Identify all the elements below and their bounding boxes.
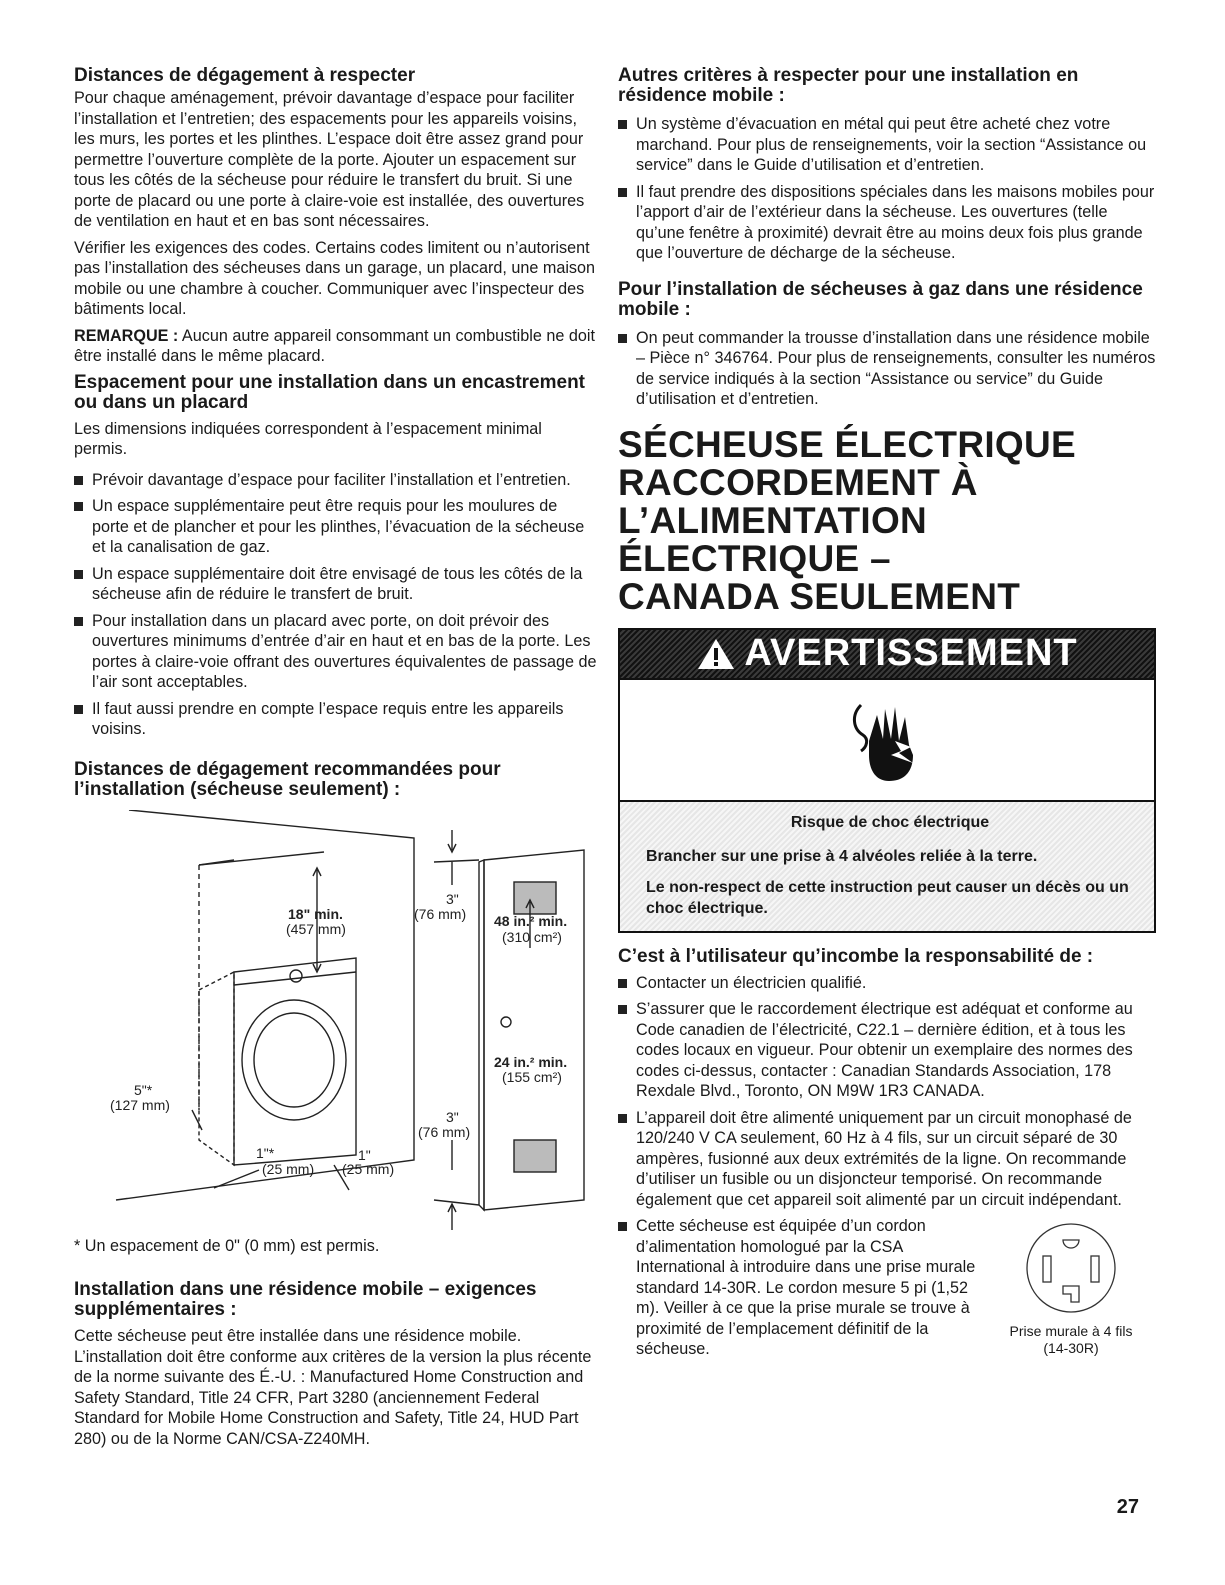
warning-hazard-title: Risque de choc électrique <box>790 813 990 831</box>
heading-recommended: Distances de dégagement recommandées pour l’installation (sécheuse seulement) : <box>74 758 501 800</box>
paragraph-codes: Vérifier les exigences des codes. Certains codes limitent ou n’autorisent pas l’installation des sécheuses dans un garage, un placard, une maison mobile ou une chambre à coucher. Communiquer avec l’inspecteur des bâtiments local. <box>74 238 596 318</box>
label-48in2: 48 in.² min. <box>494 912 568 929</box>
dryer-clearance-illustration <box>74 810 597 1230</box>
label-24in2: 24 in.² min. <box>494 1053 568 1070</box>
label-155cm2: (155 cm²) <box>502 1068 562 1085</box>
list-item: Il faut aussi prendre en compte l’espace requis entre les appareils voisins. <box>74 699 597 740</box>
square-bullet-icon <box>618 1222 627 1231</box>
square-bullet-icon <box>618 1114 627 1123</box>
warning-instruction: Brancher sur une prise à 4 alvéoles reliée à la terre. <box>646 847 1038 865</box>
mobile-bullet-list <box>618 114 1156 264</box>
shock-hazard-icon <box>620 678 1154 800</box>
list-item: Prévoir davantage d’espace pour faciliter l’installation et l’entretien. <box>74 470 597 491</box>
warning-header: AVERTISSEMENT <box>620 630 1154 678</box>
list-item: Il faut prendre des dispositions spéciales dans les maisons mobiles pour l’apport d’air de l’extérieur dans la sécheuse. Les ouvertures (telle qu’une fenêtre à proximité) devrait être au moins deux fois plus grande que l’ouverture de décharge de la sécheuse. <box>618 182 1156 264</box>
note-label: REMARQUE : <box>74 326 179 345</box>
label-310cm2: (310 cm²) <box>502 928 562 945</box>
list-item: S’assurer que le raccordement électrique est adéquat et conforme au Code canadien de l’électricité, C22.1 – dernière édition, et à tous les codes locaux en vigueur. Pour obtenir un exemplaire des normes des codes ci-dessus, contacter : Canadian Standards Association, 178 Rexdale Blvd., Toronto, ON M9W 1R3 CANADA. <box>618 999 1156 1102</box>
heading-other-criteria: Autres critères à respecter pour une installation en résidence mobile : <box>618 65 1079 106</box>
outlet-14-30r-icon <box>1021 1218 1121 1318</box>
heading-clearances: Distances de dégagement à respecter <box>74 65 416 86</box>
square-bullet-icon <box>74 570 83 579</box>
heading-responsibility: C’est à l’utilisateur qu’incombe la responsabilité de : <box>618 945 1094 967</box>
list-item: Pour installation dans un placard avec porte, on doit prévoir des ouvertures minimums d’entrée d’air en haut et en bas de la porte. Les portes à claire-voie offrant des ouvertures équivalentes de passage de l’air sont acceptables. <box>74 611 597 693</box>
square-bullet-icon <box>618 120 627 129</box>
gas-bullet-list <box>618 328 1156 410</box>
page-number: 27 <box>1116 1496 1139 1518</box>
list-item: L’appareil doit être alimenté uniquement par un circuit monophasé de 120/240 V CA seulement, 60 Hz à 4 fils, sur un circuit séparé de 30 ampères, fusionné aux deux extrémités de la ligne. On recommande d’utiliser un fusible ou un disjoncteur temporisé. On recommande également que cet appareil soit alimenté par un circuit indépendant. <box>618 1108 1156 1211</box>
right-column <box>618 66 1156 1366</box>
alcove-bullet-list <box>74 470 597 740</box>
list-item: Un espace supplémentaire doit être envisagé de tous les côtés de la sécheuse afin de réduire le transfert de bruit. <box>74 564 597 605</box>
section-title: SÉCHEUSE ÉLECTRIQUE RACCORDEMENT À L’ALIMENTATION ÉLECTRIQUE – CANADA SEULEMENT <box>618 423 1076 617</box>
label-5in: 5"* <box>134 1081 153 1098</box>
paragraph-clearances: Pour chaque aménagement, prévoir davantage d’espace pour faciliter l’installation et l’entretien; des espacements pour les appareils voisins, les murs, les portes et les plinthes. L’espace doit être assez grand pour permettre l’ouverture complète de la porte. Ajouter un espacement sur tous les côtés de la sécheuse pour réduire le transfert du bruit. Si une porte de placard ou une porte à claire-voie est installée, des ouvertures de ventilation en haut et en bas sont nécessaires. <box>74 89 585 230</box>
heading-alcove: Espacement pour une installation dans un encastrement ou dans un placard <box>74 371 586 413</box>
square-bullet-icon <box>618 334 627 343</box>
heading-mobile-home: Installation dans une résidence mobile – exigences supplémentaires : <box>74 1279 537 1320</box>
warning-triangle-icon <box>696 637 736 671</box>
label-25mm-left: (25 mm) <box>262 1160 315 1177</box>
square-bullet-icon <box>74 617 83 626</box>
warning-box <box>618 628 1156 933</box>
square-bullet-icon <box>74 705 83 714</box>
paragraph-dimensions: Les dimensions indiquées correspondent à l’espacement minimal permis. <box>74 419 542 458</box>
label-76mm-top: (76 mm) <box>414 905 467 922</box>
label-127mm: (127 mm) <box>110 1096 170 1113</box>
list-item: Un système d’évacuation en métal qui peut être acheté chez votre marchand. Pour plus de renseignements, voir la section “Assistance ou service” dans le Guide d’utilisation et d’entretien. <box>618 114 1156 176</box>
responsibility-bullet-list <box>618 973 1156 1211</box>
square-bullet-icon <box>74 502 83 511</box>
note-paragraph <box>74 326 597 367</box>
clearance-diagram <box>74 810 597 1230</box>
cord-row <box>618 1216 1156 1366</box>
label-76mm-bottom: (76 mm) <box>418 1123 471 1140</box>
label-18in: 18" min. <box>288 905 343 922</box>
list-item: On peut commander la trousse d’installation dans une résidence mobile – Pièce n° 346764. Pour plus de renseignements, consulter les numéros de service indiqués à la section “Assistance ou service” du Guide d’utilisation et d’entretien. <box>618 328 1156 410</box>
outlet-caption-code: (14-30R) <box>1043 1340 1099 1356</box>
label-457mm: (457 mm) <box>286 920 346 937</box>
square-bullet-icon <box>618 979 627 988</box>
warning-consequence: Le non-respect de cette instruction peut causer un décès ou un choc électrique. <box>646 878 1129 917</box>
label-3in-bottom: 3" <box>446 1108 459 1125</box>
footnote: * Un espacement de 0" (0 mm) est permis. <box>74 1236 380 1255</box>
paragraph-mobile-home: Cette sécheuse peut être installée dans une résidence mobile. L’installation doit être conforme aux critères de la version la plus récente de la norme suivante des É.-U. : Manufactured Home Construction and Safety Standard, Title 24 CFR, Part 3280 (anciennement Federal Standard for Mobile Home Construction and Safety, Title 24, HUD Part 280) ou de la Norme CAN/CSA-Z240MH. <box>74 1327 592 1448</box>
square-bullet-icon <box>618 1005 627 1014</box>
square-bullet-icon <box>74 476 83 485</box>
note-text: Aucun autre appareil consommant un combustible ne doit être installé dans le même placard. <box>74 326 595 365</box>
list-item: Un espace supplémentaire peut être requis pour les moulures de porte et de plancher et pour les plinthes, l’évacuation de la sécheuse et la canalisation de gaz. <box>74 496 597 558</box>
label-25mm-right: (25 mm) <box>342 1160 395 1177</box>
cord-bullet-list <box>618 1216 986 1366</box>
outlet-caption: Prise murale à 4 fils <box>1009 1323 1133 1339</box>
left-column <box>74 66 597 1449</box>
outlet-figure <box>986 1216 1156 1366</box>
list-item: Cette sécheuse est équipée d’un cordon d’alimentation homologué par la CSA International à introduire dans une prise murale standard 14-30R. Le cordon mesure 5 pi (1,52 m). Veiller à ce que la prise murale se trouve à proximité de l’emplacement définitif de la sécheuse. <box>618 1216 986 1360</box>
list-item: Contacter un électricien qualifié. <box>618 973 1156 994</box>
label-3in-top: 3" <box>446 890 459 907</box>
square-bullet-icon <box>618 188 627 197</box>
label-1in-left: 1"* <box>256 1144 275 1161</box>
label-1in-right: 1" <box>358 1146 371 1163</box>
heading-gas-mobile: Pour l’installation de sécheuses à gaz dans une résidence mobile : <box>618 278 1143 320</box>
warning-body <box>620 800 1154 931</box>
